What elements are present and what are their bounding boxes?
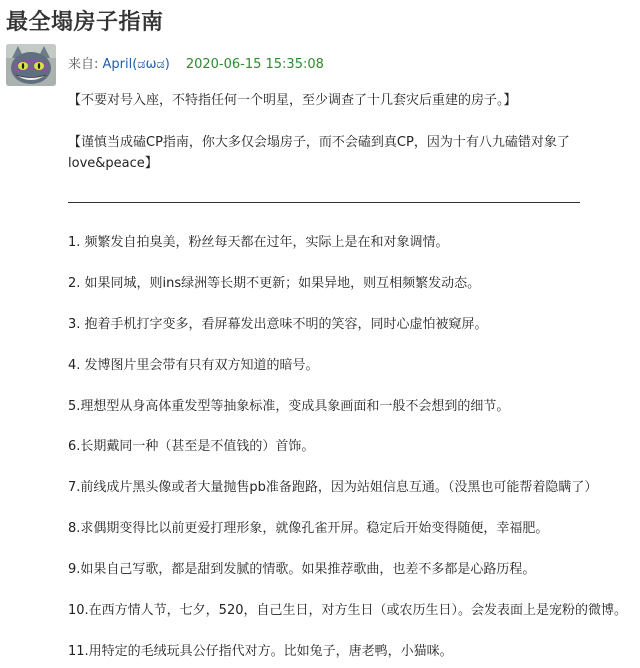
tip-item: 11.用特定的毛绒玩具公仔指代对方。比如兔子，唐老鸭，小猫咪。 [68, 643, 453, 659]
author-link[interactable]: April(ಡωಡ) [102, 57, 170, 72]
post-title: 最全塌房子指南 [6, 10, 164, 35]
tip-item: 1. 频繁发自拍臭美，粉丝每天都在过年，实际上是在和对象调情。 [68, 235, 449, 250]
tip-item: 2. 如果同城，则ins绿洲等长期不更新；如果异地，则互相频繁发动态。 [68, 275, 481, 291]
tip-item: 7.前线成片黑头像或者大量抛售pb准备跑路，因为站姐信息互通。（没黑也可能帮着隐瞒了） [68, 480, 598, 496]
post-timestamp: 2020-06-15 15:35:08 [185, 57, 324, 72]
tips-list [68, 234, 628, 668]
post-meta [68, 53, 324, 72]
from-label: 来自: [68, 57, 103, 72]
tip-item: 4. 发博图片里会带有只有双方知道的暗号。 [68, 357, 319, 373]
disclaimer-line-1: 【不要对号入座，不特指任何一个明星，至少调查了十几套灾后重建的房子。】 [68, 93, 517, 108]
cat-avatar-image [6, 44, 56, 86]
avatar[interactable] [6, 44, 56, 86]
divider [68, 202, 580, 203]
disclaimer-line-2: 【谨慎当成磕CP指南，你大多仅会塌房子，而不会磕到真CP，因为十有八九磕错对象了love&peace】 [68, 135, 570, 171]
tip-item: 9.如果自己写歌，都是甜到发腻的情歌。如果推荐歌曲，也差不多都是心路历程。 [68, 562, 536, 578]
tip-item: 3. 抱着手机打字变多，看屏幕发出意味不明的笑容，同时心虚怕被窥屏。 [68, 316, 488, 332]
tip-item: 8.求偶期变得比以前更爱打理形象，就像孔雀开屏。稳定后开始变得随便，幸福肥。 [68, 521, 549, 537]
tip-item: 10.在西方情人节，七夕，520，自己生日，对方生日（或农历生日）。会发表面上是宠粉的微博。 [68, 603, 627, 619]
tip-item: 5.理想型从身高体重发型等抽象标准，变成具象画面和一般不会想到的细节。 [68, 398, 510, 414]
tip-item: 6.长期戴同一种（甚至是不值钱的）首饰。 [68, 439, 315, 455]
